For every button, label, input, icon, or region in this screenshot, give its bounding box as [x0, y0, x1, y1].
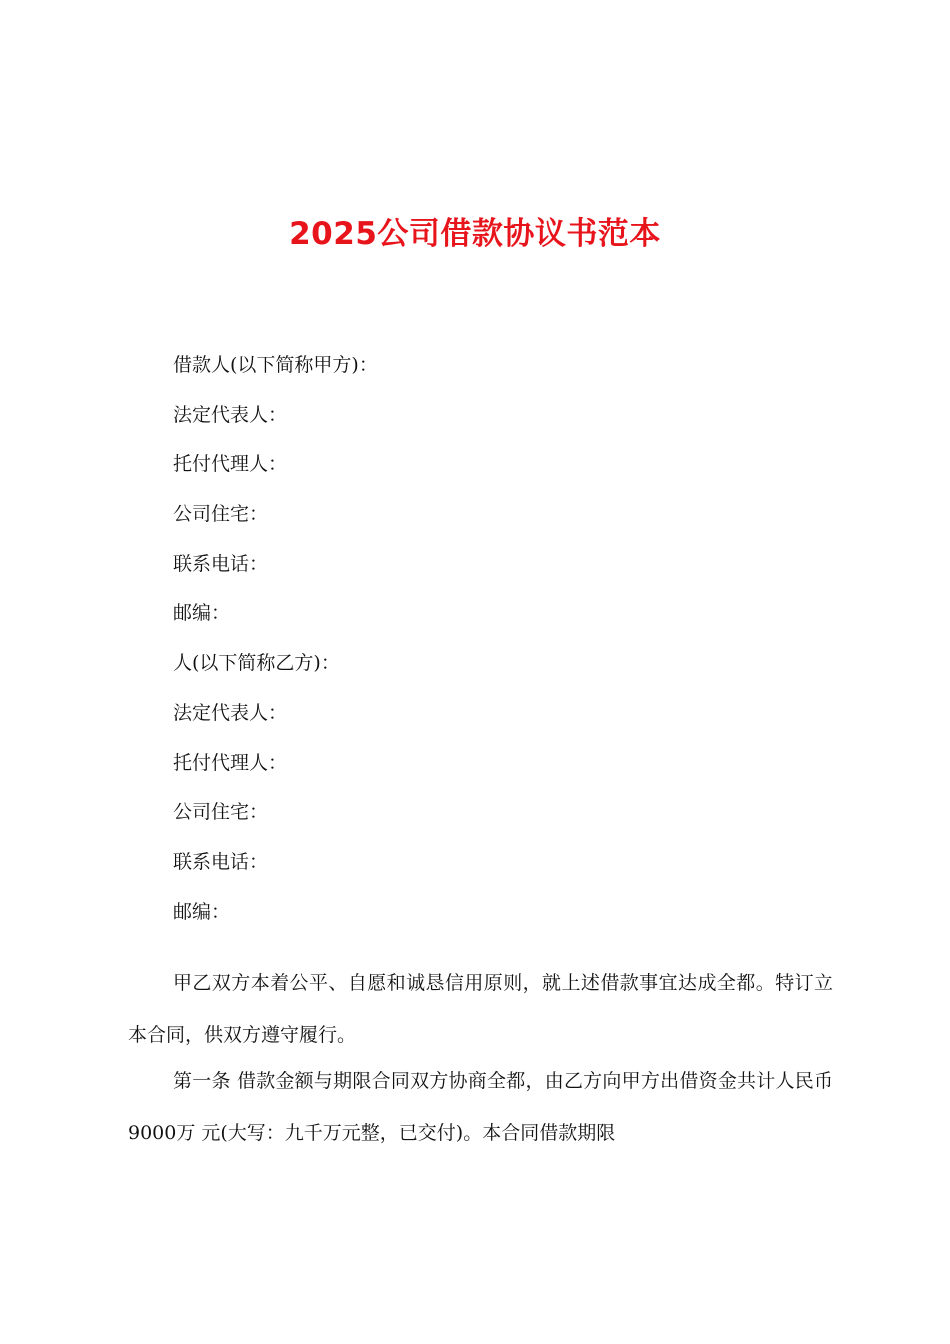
- field-borrower-phone: 联系电话：: [173, 552, 269, 575]
- field-borrower: 借款人(以下简称甲方)：: [173, 354, 378, 376]
- paragraph-preamble: 甲乙双方本着公平、自愿和诚恳信用原则，就上述借款事宜达成全都。特订立本合同，供双方遵守履行。: [128, 972, 833, 1046]
- document-title: 2025公司借款协议书范本: [289, 216, 661, 252]
- field-lender-postcode: 邮编：: [173, 900, 231, 923]
- field-lender-legal-rep: 法定代表人：: [173, 701, 288, 724]
- field-borrower-agent: 托付代理人：: [173, 453, 288, 476]
- field-borrower-postcode: 邮编：: [173, 602, 231, 625]
- paragraph-article-1: 第一条 借款金额与期限合同双方协商全都，由乙方向甲方出借资金共计人民币 9000万 元(大写：九千万元整，已交付)。本合同借款期限: [128, 1070, 833, 1144]
- party-info-fields: [173, 344, 833, 940]
- field-lender-phone: 联系电话：: [173, 850, 269, 873]
- field-borrower-address: 公司住宅：: [173, 503, 269, 526]
- field-lender: 人(以下简称乙方)：: [173, 652, 340, 675]
- field-borrower-legal-rep: 法定代表人：: [173, 403, 288, 426]
- field-lender-agent: 托付代理人：: [173, 751, 288, 774]
- field-lender-address: 公司住宅：: [173, 801, 269, 824]
